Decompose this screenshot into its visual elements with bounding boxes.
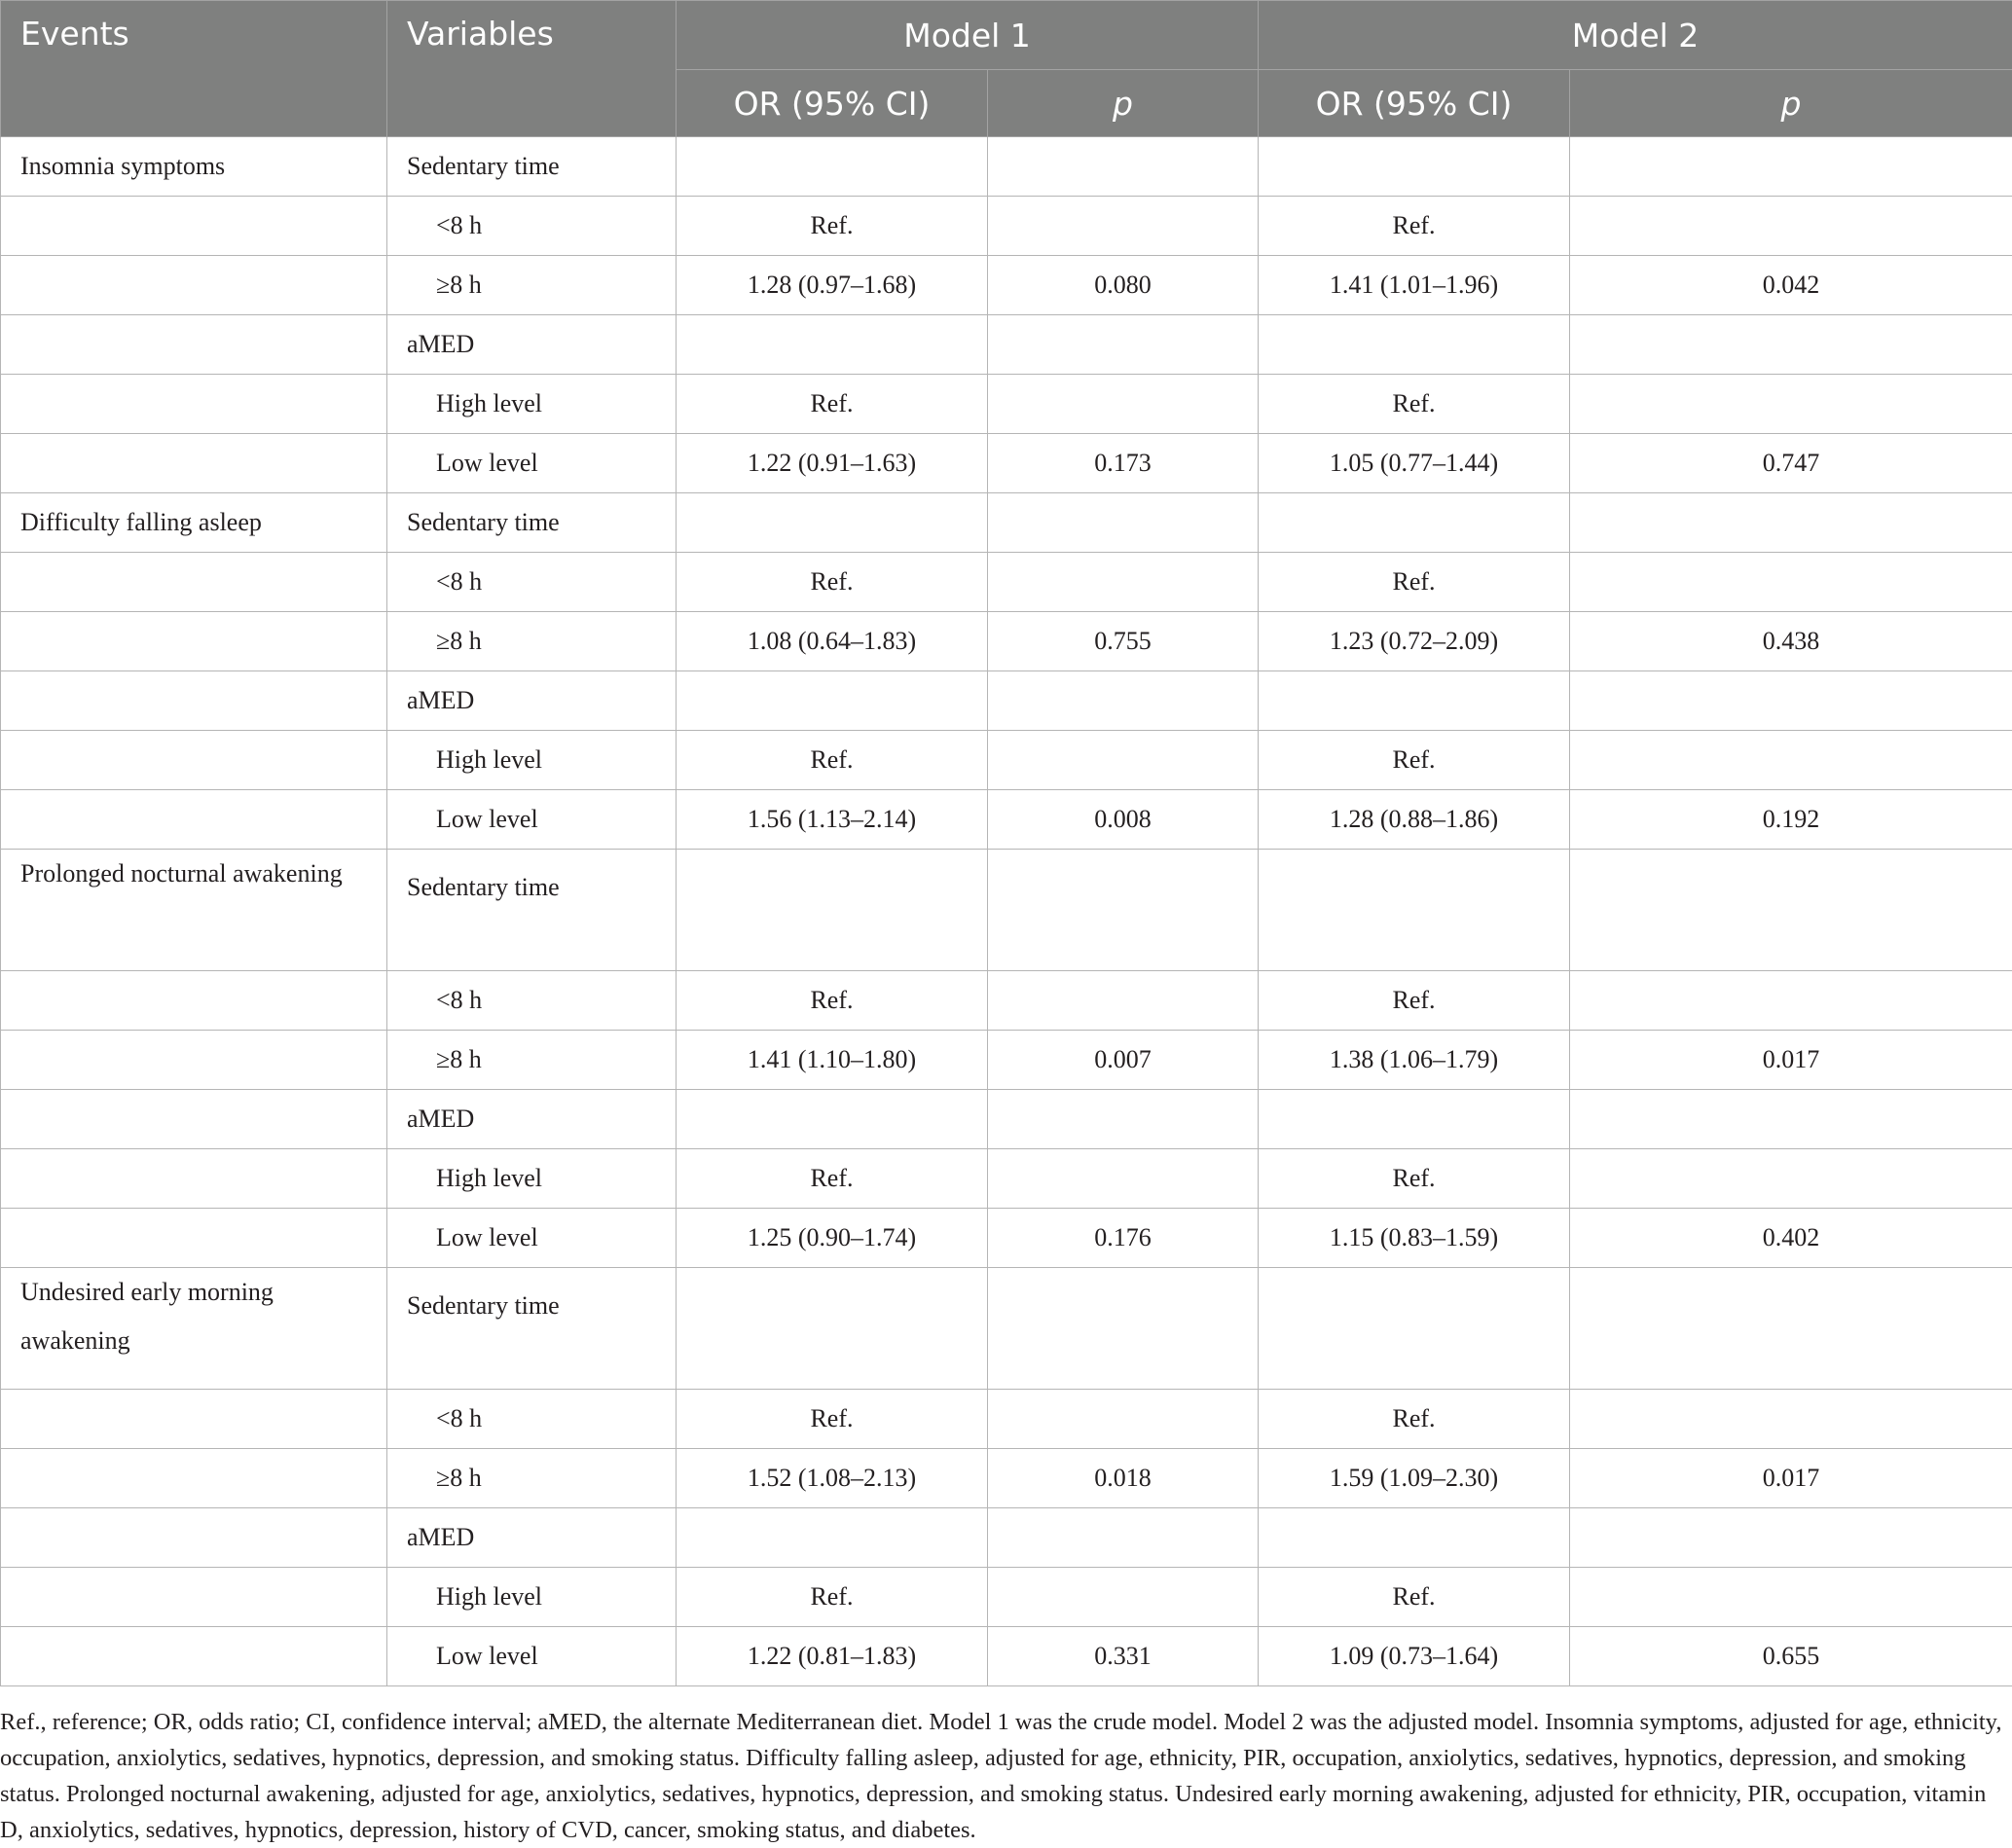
header-variables: Variables	[387, 1, 677, 137]
or-model1-cell: Ref.	[677, 197, 988, 256]
p-model2-cell	[1570, 1149, 2012, 1209]
or-model2-cell: 1.05 (0.77–1.44)	[1259, 434, 1570, 493]
event-cell	[1, 197, 387, 256]
header-p-model1: p	[988, 70, 1259, 137]
table-row	[1, 137, 2012, 197]
variable-cell: Low level	[387, 1209, 677, 1268]
table-row	[1, 790, 2012, 850]
table-row	[1, 1449, 2012, 1508]
p-model2-cell	[1570, 137, 2012, 197]
p-model2-cell	[1570, 493, 2012, 553]
or-model1-cell	[677, 137, 988, 197]
p-model1-cell	[988, 493, 1259, 553]
or-model2-cell	[1259, 1090, 1570, 1149]
or-model2-cell: Ref.	[1259, 553, 1570, 612]
or-model2-cell	[1259, 493, 1570, 553]
header-model1: Model 1	[677, 1, 1259, 70]
or-model1-cell: 1.56 (1.13–2.14)	[677, 790, 988, 850]
p-model1-cell	[988, 1149, 1259, 1209]
table-row	[1, 553, 2012, 612]
p-model1-cell: 0.080	[988, 256, 1259, 315]
table-row	[1, 1568, 2012, 1627]
p-model1-cell: 0.008	[988, 790, 1259, 850]
or-model2-cell: 1.23 (0.72–2.09)	[1259, 612, 1570, 671]
or-model2-cell: 1.28 (0.88–1.86)	[1259, 790, 1570, 850]
p-model1-cell	[988, 850, 1259, 971]
table-row	[1, 671, 2012, 731]
event-cell: Insomnia symptoms	[1, 137, 387, 197]
variable-cell: Sedentary time	[387, 850, 677, 971]
p-model2-cell	[1570, 1268, 2012, 1390]
p-model1-cell	[988, 1090, 1259, 1149]
p-model2-cell	[1570, 197, 2012, 256]
or-model2-cell: Ref.	[1259, 731, 1570, 790]
table-row	[1, 1090, 2012, 1149]
or-model2-cell	[1259, 1268, 1570, 1390]
p-model2-cell: 0.655	[1570, 1627, 2012, 1686]
event-cell	[1, 1209, 387, 1268]
p-model1-cell	[988, 1268, 1259, 1390]
variable-cell: aMED	[387, 315, 677, 375]
or-model1-cell: 1.41 (1.10–1.80)	[677, 1031, 988, 1090]
variable-cell: ≥8 h	[387, 1449, 677, 1508]
header-p-model2: p	[1570, 70, 2012, 137]
variable-cell: Low level	[387, 790, 677, 850]
header-events: Events	[1, 1, 387, 137]
p-model1-cell	[988, 671, 1259, 731]
event-cell	[1, 1568, 387, 1627]
or-model2-cell: Ref.	[1259, 1149, 1570, 1209]
or-model1-cell: Ref.	[677, 375, 988, 434]
or-model2-cell: 1.38 (1.06–1.79)	[1259, 1031, 1570, 1090]
or-model1-cell	[677, 850, 988, 971]
or-model2-cell: 1.15 (0.83–1.59)	[1259, 1209, 1570, 1268]
or-model1-cell: 1.52 (1.08–2.13)	[677, 1449, 988, 1508]
variable-cell: aMED	[387, 671, 677, 731]
or-model2-cell: Ref.	[1259, 1390, 1570, 1449]
or-model1-cell	[677, 1508, 988, 1568]
variable-cell: Sedentary time	[387, 137, 677, 197]
p-model2-cell: 0.042	[1570, 256, 2012, 315]
header-or-model2: OR (95% CI)	[1259, 70, 1570, 137]
variable-cell: ≥8 h	[387, 256, 677, 315]
p-model1-cell	[988, 971, 1259, 1031]
or-model2-cell: Ref.	[1259, 375, 1570, 434]
or-model2-cell: Ref.	[1259, 197, 1570, 256]
p-model1-cell: 0.018	[988, 1449, 1259, 1508]
p-model1-cell	[988, 1568, 1259, 1627]
or-model1-cell: Ref.	[677, 1390, 988, 1449]
variable-cell: ≥8 h	[387, 1031, 677, 1090]
p-model1-cell: 0.176	[988, 1209, 1259, 1268]
or-model1-cell: 1.08 (0.64–1.83)	[677, 612, 988, 671]
event-cell	[1, 612, 387, 671]
p-model2-cell: 0.192	[1570, 790, 2012, 850]
p-model1-cell: 0.173	[988, 434, 1259, 493]
variable-cell: Sedentary time	[387, 493, 677, 553]
or-model1-cell	[677, 1268, 988, 1390]
or-model2-cell: 1.41 (1.01–1.96)	[1259, 256, 1570, 315]
p-model1-cell: 0.007	[988, 1031, 1259, 1090]
p-model2-cell	[1570, 1508, 2012, 1568]
or-model1-cell: Ref.	[677, 1568, 988, 1627]
event-cell	[1, 375, 387, 434]
event-cell	[1, 1508, 387, 1568]
or-model2-cell: 1.09 (0.73–1.64)	[1259, 1627, 1570, 1686]
p-model2-cell	[1570, 375, 2012, 434]
variable-cell: <8 h	[387, 553, 677, 612]
event-cell	[1, 1449, 387, 1508]
or-model2-cell: 1.59 (1.09–2.30)	[1259, 1449, 1570, 1508]
or-model2-cell	[1259, 850, 1570, 971]
variable-cell: Low level	[387, 434, 677, 493]
p-model2-cell	[1570, 315, 2012, 375]
event-cell	[1, 1090, 387, 1149]
or-model2-cell	[1259, 671, 1570, 731]
variable-cell: High level	[387, 1568, 677, 1627]
event-cell	[1, 434, 387, 493]
or-model1-cell	[677, 493, 988, 553]
p-model2-cell: 0.017	[1570, 1449, 2012, 1508]
or-model1-cell	[677, 1090, 988, 1149]
or-model1-cell: Ref.	[677, 971, 988, 1031]
table-header	[1, 1, 2012, 137]
or-model1-cell: Ref.	[677, 1149, 988, 1209]
table-row	[1, 493, 2012, 553]
header-or-model1: OR (95% CI)	[677, 70, 988, 137]
p-model2-cell	[1570, 1568, 2012, 1627]
table-row	[1, 1031, 2012, 1090]
or-model1-cell: Ref.	[677, 553, 988, 612]
variable-cell: <8 h	[387, 1390, 677, 1449]
p-model2-cell	[1570, 850, 2012, 971]
event-cell	[1, 671, 387, 731]
event-cell	[1, 553, 387, 612]
table-body	[1, 137, 2012, 1686]
p-model2-cell	[1570, 971, 2012, 1031]
variable-cell: High level	[387, 731, 677, 790]
table-footnote: Ref., reference; OR, odds ratio; CI, confidence interval; aMED, the alternate Mediterranean diet. Model 1 was the crude model. Model 2 was the adjusted model. Insomnia symptoms, adjusted for age, ethnicity, occupation, anxiolytics, sedatives, hypnotics, depression, and smoking status. Difficulty falling asleep, adjusted for age, ethnicity, PIR, occupation, anxiolytics, sedatives, hypnotics, depression, and smoking status. Prolonged nocturnal awakening, adjusted for age, anxiolytics, sedatives, hypnotics, depression, and smoking status. Undesired early morning awakening, adjusted for ethnicity, PIR, occupation, vitamin D, anxiolytics, sedatives, hypnotics, depression, history of CVD, cancer, smoking status, and diabetes.	[0, 1686, 2012, 1848]
p-model1-cell	[988, 731, 1259, 790]
p-model2-cell: 0.017	[1570, 1031, 2012, 1090]
p-model1-cell	[988, 553, 1259, 612]
p-model1-cell	[988, 315, 1259, 375]
table-row	[1, 434, 2012, 493]
event-cell	[1, 1627, 387, 1686]
or-model1-cell: Ref.	[677, 731, 988, 790]
p-model1-cell: 0.755	[988, 612, 1259, 671]
p-model2-cell: 0.438	[1570, 612, 2012, 671]
or-model2-cell: Ref.	[1259, 1568, 1570, 1627]
event-cell	[1, 1390, 387, 1449]
p-model2-cell	[1570, 553, 2012, 612]
event-cell: Difficulty falling asleep	[1, 493, 387, 553]
header-model2: Model 2	[1259, 1, 2012, 70]
table-row	[1, 850, 2012, 971]
p-model1-cell	[988, 197, 1259, 256]
or-model2-cell	[1259, 1508, 1570, 1568]
or-model1-cell	[677, 671, 988, 731]
event-cell	[1, 1031, 387, 1090]
table-row	[1, 315, 2012, 375]
or-model2-cell	[1259, 137, 1570, 197]
event-cell	[1, 971, 387, 1031]
or-model1-cell: 1.22 (0.91–1.63)	[677, 434, 988, 493]
variable-cell: <8 h	[387, 197, 677, 256]
p-model2-cell	[1570, 1090, 2012, 1149]
table-row	[1, 1627, 2012, 1686]
table-row	[1, 1268, 2012, 1390]
p-model2-cell	[1570, 671, 2012, 731]
variable-cell: aMED	[387, 1090, 677, 1149]
event-cell	[1, 790, 387, 850]
event-cell: Prolonged nocturnal awakening	[1, 850, 387, 971]
or-model2-cell: Ref.	[1259, 971, 1570, 1031]
event-cell	[1, 1149, 387, 1209]
p-model1-cell	[988, 1390, 1259, 1449]
p-model1-cell	[988, 137, 1259, 197]
table-row	[1, 612, 2012, 671]
p-model1-cell	[988, 375, 1259, 434]
variable-cell: aMED	[387, 1508, 677, 1568]
event-cell	[1, 256, 387, 315]
or-model1-cell	[677, 315, 988, 375]
variable-cell: ≥8 h	[387, 612, 677, 671]
event-cell	[1, 731, 387, 790]
or-model1-cell: 1.28 (0.97–1.68)	[677, 256, 988, 315]
variable-cell: <8 h	[387, 971, 677, 1031]
event-cell	[1, 315, 387, 375]
p-model2-cell: 0.747	[1570, 434, 2012, 493]
variable-cell: Sedentary time	[387, 1268, 677, 1390]
or-model1-cell: 1.25 (0.90–1.74)	[677, 1209, 988, 1268]
table-row	[1, 1390, 2012, 1449]
variable-cell: Low level	[387, 1627, 677, 1686]
table-row	[1, 1508, 2012, 1568]
table-row	[1, 375, 2012, 434]
table-row	[1, 1209, 2012, 1268]
p-model1-cell	[988, 1508, 1259, 1568]
p-model1-cell: 0.331	[988, 1627, 1259, 1686]
p-model2-cell	[1570, 1390, 2012, 1449]
table-row	[1, 197, 2012, 256]
p-model2-cell	[1570, 731, 2012, 790]
table-row	[1, 1149, 2012, 1209]
event-cell: Undesired early morning awakening	[1, 1268, 387, 1390]
p-model2-cell: 0.402	[1570, 1209, 2012, 1268]
table-row	[1, 256, 2012, 315]
or-model2-cell	[1259, 315, 1570, 375]
variable-cell: High level	[387, 1149, 677, 1209]
or-model1-cell: 1.22 (0.81–1.83)	[677, 1627, 988, 1686]
table-row	[1, 971, 2012, 1031]
variable-cell: High level	[387, 375, 677, 434]
table-row	[1, 731, 2012, 790]
